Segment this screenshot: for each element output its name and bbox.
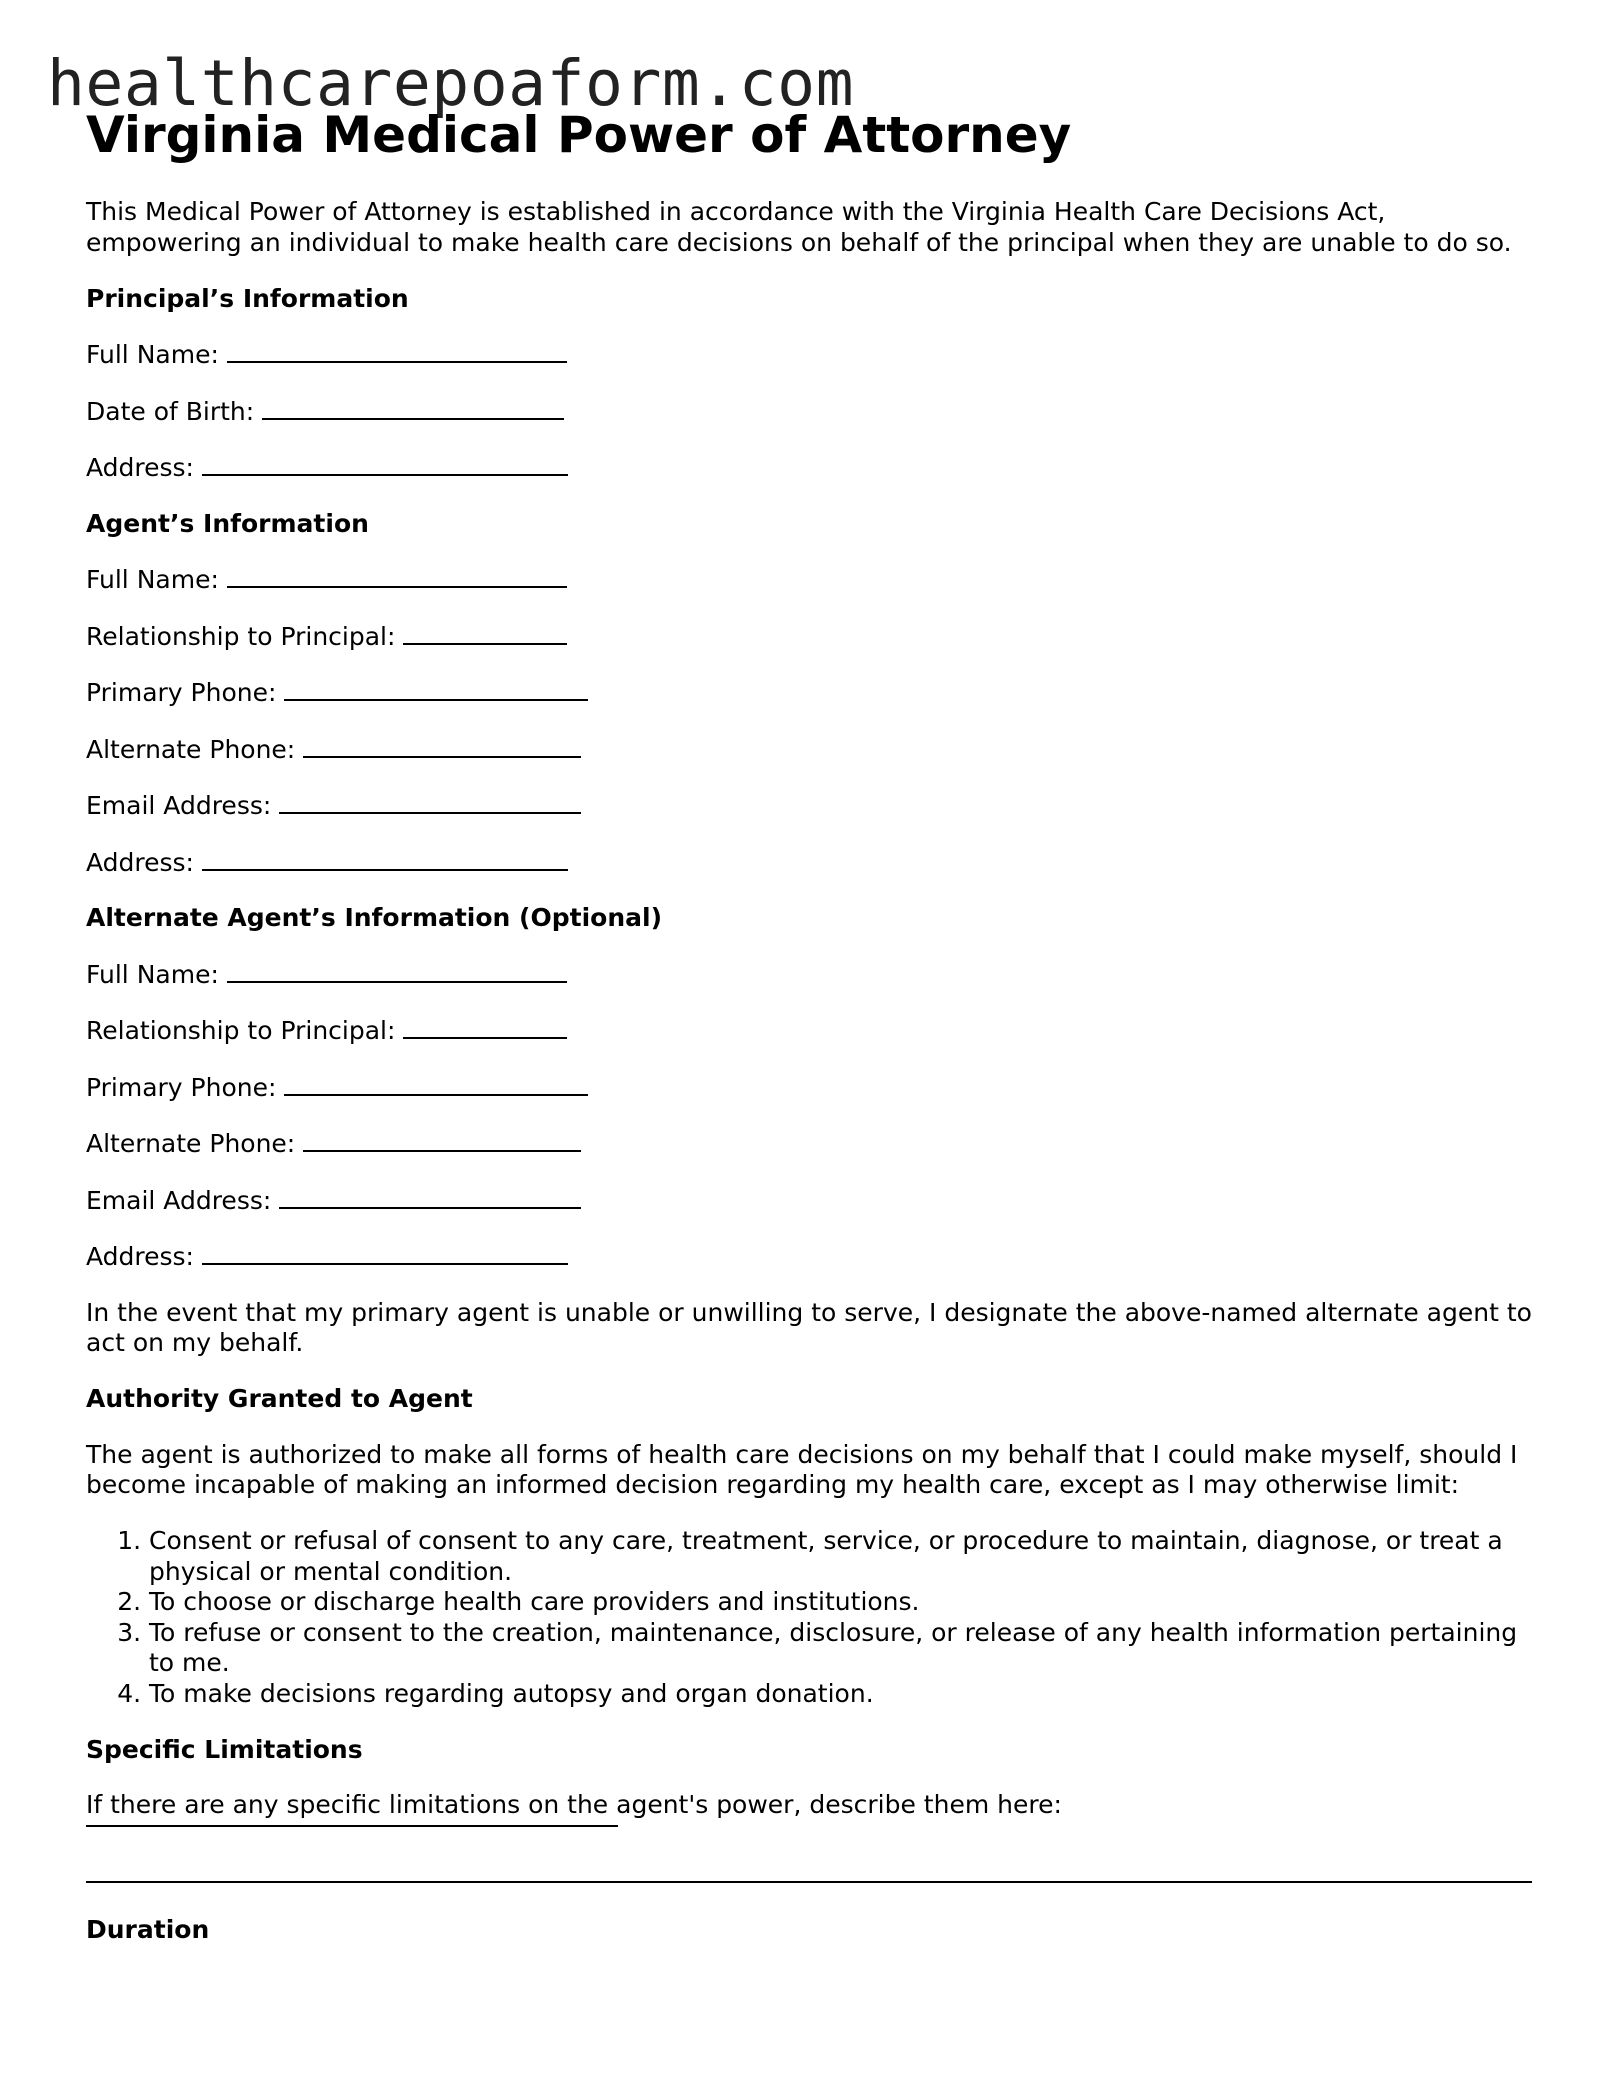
alt-agent-alternate-phone-field[interactable]	[86, 1128, 1536, 1159]
agent-heading: Agent’s Information	[86, 508, 369, 538]
fill-blank[interactable]	[227, 959, 567, 983]
alt-agent-primary-phone-field[interactable]	[86, 1072, 1536, 1103]
field-label: Address:	[86, 847, 194, 877]
limitations-blank-line[interactable]	[86, 1823, 618, 1827]
fill-blank[interactable]	[202, 452, 568, 476]
agent-address-field[interactable]	[86, 847, 1536, 878]
principal-dob-field[interactable]	[86, 396, 1536, 427]
field-label: Date of Birth:	[86, 396, 255, 426]
fill-blank[interactable]	[262, 396, 564, 420]
duration-heading: Duration	[86, 1914, 210, 1944]
site-watermark: healthcarepoaform.com	[47, 47, 855, 120]
field-label: Alternate Phone:	[86, 734, 296, 764]
field-label: Primary Phone:	[86, 1072, 277, 1102]
agent-primary-phone-field[interactable]	[86, 677, 1536, 708]
fill-blank[interactable]	[227, 339, 567, 363]
principal-heading: Principal’s Information	[86, 283, 409, 313]
field-label: Address:	[86, 1242, 194, 1271]
agent-email-field[interactable]	[86, 790, 1536, 821]
principal-address-field[interactable]	[86, 452, 1536, 483]
field-label: Full Name:	[86, 959, 219, 989]
authority-paragraph: The agent is authorized to make all forms of health care decisions on my behalf that I could make myself, should I become incapable of making an informed decision regarding my health care, except as I may otherwise limit:	[86, 1439, 1518, 1499]
field-label: Relationship to Principal:	[86, 1016, 396, 1045]
fill-blank[interactable]	[202, 1241, 568, 1265]
field-label: Relationship to Principal:	[86, 621, 396, 651]
fill-blank[interactable]	[303, 1128, 581, 1152]
agent-relationship-field[interactable]	[86, 621, 1536, 652]
list-item: 1. Consent or refusal of consent to any care, treatment, service, or procedure to maintain, diagnose, or treat a physical or mental condition.	[149, 1526, 1536, 1587]
authority-heading: Authority Granted to Agent	[86, 1384, 473, 1413]
authority-list	[86, 1526, 1536, 1709]
list-item: 4. To make decisions regarding autopsy and organ donation.	[149, 1679, 1536, 1710]
fill-blank[interactable]	[279, 1185, 581, 1209]
fill-blank[interactable]	[279, 790, 581, 814]
document-title: Virginia Medical Power of Attorney	[86, 106, 1072, 164]
document-page	[86, 105, 1536, 1945]
fill-blank[interactable]	[227, 564, 567, 588]
fill-blank[interactable]	[303, 734, 581, 758]
fill-blank[interactable]	[202, 847, 568, 871]
field-label: Address:	[86, 453, 194, 482]
limitations-paragraph: If there are any specific limitations on the agent's power, describe them here:	[86, 1790, 1062, 1819]
alt-agent-email-field[interactable]	[86, 1185, 1536, 1216]
alt-agent-relationship-field[interactable]	[86, 1015, 1536, 1046]
field-label: Full Name:	[86, 340, 219, 369]
principal-full-name-field[interactable]	[86, 339, 1536, 370]
list-item: 3. To refuse or consent to the creation, maintenance, disclosure, or release of any health information pertaining to me.	[149, 1618, 1536, 1679]
fill-blank[interactable]	[403, 1015, 567, 1039]
agent-alternate-phone-field[interactable]	[86, 734, 1536, 765]
alt-agent-address-field[interactable]	[86, 1241, 1536, 1272]
alt-agent-full-name-field[interactable]	[86, 959, 1536, 990]
fill-blank[interactable]	[284, 1072, 588, 1096]
field-label: Email Address:	[86, 791, 272, 820]
alternate-statement: In the event that my primary agent is unable or unwilling to serve, I designate the above-named alternate agent to act on my behalf.	[86, 1297, 1532, 1357]
field-label: Primary Phone:	[86, 678, 277, 707]
alternate-agent-heading: Alternate Agent’s Information (Optional)	[86, 903, 662, 932]
intro-paragraph: This Medical Power of Attorney is established in accordance with the Virginia Health Care Decisions Act, empowering an individual to make health care decisions on behalf of the principal when they are unable to do so.	[86, 197, 1512, 257]
limitations-heading: Specific Limitations	[86, 1734, 363, 1764]
field-label: Alternate Phone:	[86, 1129, 296, 1158]
field-label: Email Address:	[86, 1185, 272, 1215]
field-label: Full Name:	[86, 565, 219, 594]
fill-blank[interactable]	[403, 621, 567, 645]
agent-full-name-field[interactable]	[86, 564, 1536, 595]
list-item: 2. To choose or discharge health care providers and institutions.	[149, 1587, 1536, 1618]
fill-blank[interactable]	[284, 677, 588, 701]
